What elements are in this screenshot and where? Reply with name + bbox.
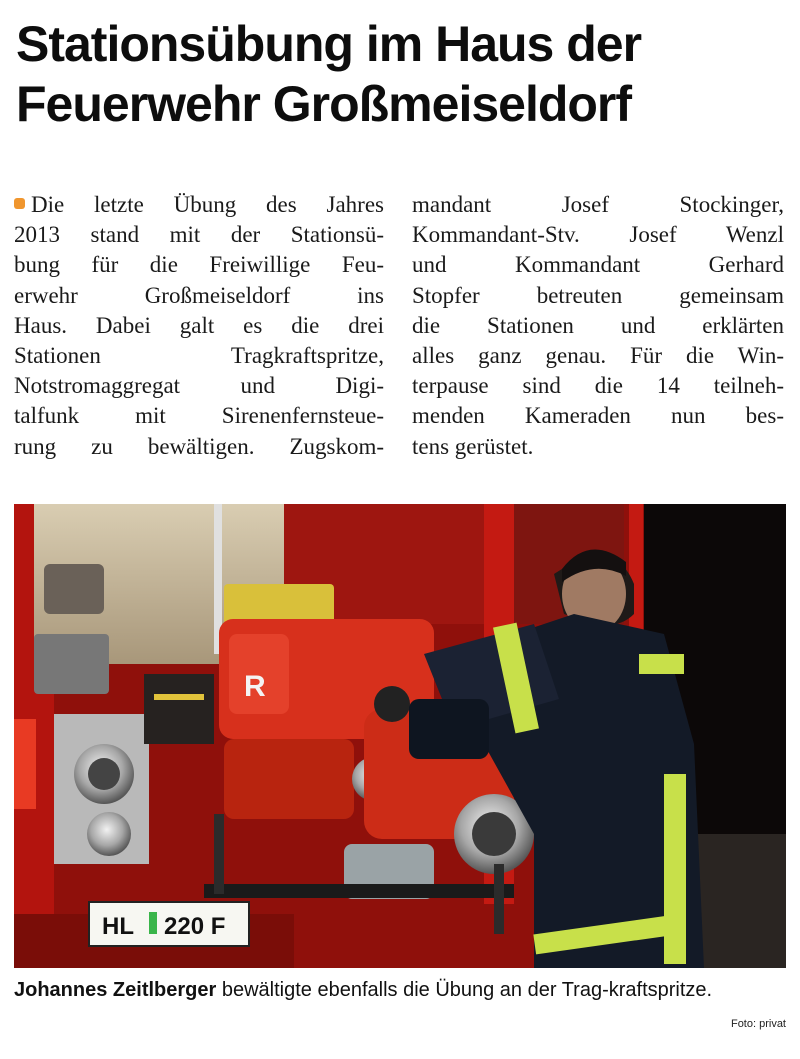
equipment-roll	[44, 564, 104, 614]
body-column-left	[14, 190, 384, 462]
hose-coupling	[34, 634, 109, 694]
body-column-right	[412, 190, 784, 462]
plate-number: 220 F	[164, 913, 226, 940]
headline-line-2: Feuerwehr Großmeiseldorf	[16, 76, 632, 132]
photo-caption	[14, 975, 784, 1005]
body-line: Stationen Tragkraftspritze,	[14, 343, 384, 369]
caption-person-name: Johannes Zeitlberger	[14, 979, 217, 1001]
pump-logo: R	[244, 670, 266, 703]
tail-light	[14, 719, 36, 809]
headline-line-1: Stationsübung im Haus der	[16, 16, 642, 72]
article-photo	[14, 504, 786, 968]
body-line: rung zu bewältigen. Zugskom-	[14, 433, 384, 459]
body-line: und Kommandant Gerhard	[412, 252, 784, 278]
body-line: Kommandant-Stv. Josef Wenzl	[412, 222, 784, 248]
body-line: bung für die Freiwillige Feu-	[14, 252, 384, 278]
plate-district: HL	[102, 913, 134, 940]
body-line: Die letzte Übung des Jahres	[14, 190, 384, 220]
body-line: terpause sind die 14 teilneh-	[412, 373, 784, 399]
yellow-case	[224, 584, 334, 624]
body-line: mandant Josef Stockinger,	[412, 192, 784, 217]
plate-state-badge	[149, 912, 157, 934]
generator-box	[144, 674, 214, 744]
photo-illustration	[14, 504, 786, 968]
photo-credit: Foto: privat	[730, 1018, 786, 1030]
pump-base	[224, 739, 354, 819]
pump-valve-wheel	[374, 686, 410, 722]
firefighter-glove	[409, 699, 489, 759]
article-start-marker-icon	[14, 198, 25, 209]
pump-frame	[204, 884, 514, 898]
body-line: Notstromaggregat und Digi-	[14, 373, 384, 399]
body-line: 2013 stand mit der Stationsü-	[14, 222, 384, 248]
reflective-stripe-shoulder	[639, 654, 684, 674]
body-line: Haus. Dabei galt es die drei	[14, 312, 384, 338]
body-line: die Stationen und erklärten	[412, 312, 784, 338]
body-line: erwehr Großmeiseldorf ins	[14, 282, 384, 308]
body-line: menden Kameraden nun bes-	[412, 403, 784, 429]
caption-text: bewältigte ebenfalls die Übung an der Trag-kraftspritze.	[216, 979, 713, 1001]
headline	[16, 14, 786, 134]
body-line: Stopfer betreuten gemeinsam	[412, 282, 784, 308]
body-line: talfunk mit Sirenenfernsteue-	[14, 403, 384, 429]
body-line: alles ganz genau. Für die Win-	[412, 343, 784, 369]
body-line: tens gerüstet.	[412, 433, 534, 459]
